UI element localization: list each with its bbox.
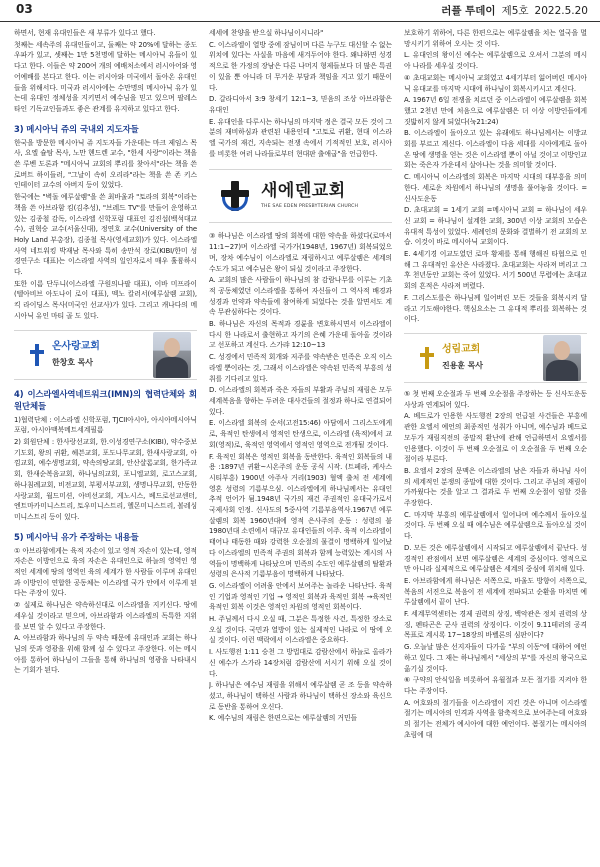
- paragraph: ④ 초대교회는 메시아닉 교회였고 4세기부터 잃어버린 메시아닉 유대교를 마지막 시대에 하나님이 회복시키시고 계신다.: [404, 73, 587, 93]
- paragraph: C. 이스라엘이 열방 중에 잠님이며 다른 누구도 대신할 수 없는 위치에 있다는 사실을 마음에 새겨두어야 한다. 왜냐하면 성경적으로 한 가정의 장남은 다른 나머지 형제들보다 더 많은 특권이 있을 뿐 아니라 더 무거운 부담과 책임을 지고 있기 때문이다.: [209, 40, 392, 92]
- paragraph: A. 교회의 많은 사람들이 하나님의 참 감람나무를 이루는 기초적 공동체였던 이스라엘을 통하여 자신들이 그 역사적 배경과 성경과 언약과 약속들에 참여하게 되었다는 것을 알면서도 계속 무관심하다는 것이다.: [209, 276, 392, 317]
- paragraph: L. 유대인의 왕이신 예수는 예루살렘으로 오셔서 그분의 메시아 나라를 세우실 것이다.: [404, 51, 587, 71]
- cross-icon: [420, 347, 434, 369]
- paragraph: D. 모든 것은 예루살렘에서 시작되고 예루살렘에서 끝난다. 성경적인 관점에서 보면 예루살렘은 세계의 중심이다. 영적으로만 아니라 실제적으로 예루살렘은 세계의 중심에 위치해 있다.: [404, 543, 587, 574]
- paragraph: ③ 하나님은 이스라엘 땅의 회복에 대한 약속을 하셨다(로마서 11:1~27)며 이스라엘 국가가(1948년, 1967년) 회복되었으며, 장차 예수님이 이스라엘로 재림하시고 예루살렘은 세계의 수도가 되고 예수님은 왕이 되실 것이라고 주장한다.: [209, 232, 392, 273]
- paragraph: K. 예수님의 재림은 한편으로는 예루살렘의 거민들: [209, 714, 358, 723]
- paragraph: 1)협력단체 : 이스라엘 신학포럼, TJCII아시아, 아시아메시아닉포럼, 아시아맥북메트세계필름: [14, 415, 197, 435]
- paragraph: G. 이스라엘이 어려움 안에서 보여주는 놀라운 나타난다. 육적인 기업과 영적인 기업 → 영적인 회복과 육적인 회복 →육적인 육적인 회복 이것은 영적인 차원의 영적인 회복이다.: [209, 581, 392, 612]
- paragraph: C. 마지막 부흥의 예루살렘에서 일어나며 예수께서 돌아오실 것이다. 두 번째 오실 때 예수님은 예루살렘으로 돌아오실 것이다.: [404, 510, 587, 541]
- paragraph: F. 세계무역센터는 경제 권력의 상징, 백악관은 정치 권력의 상징, 펜타곤은 군사 권력의 상징이다. 이것이 9.11테러의 공격목표로 계시록 17~18장의 바벨론의 심판이다?: [404, 610, 587, 640]
- newspaper-name: 러플 투데이: [441, 5, 496, 17]
- paragraph: B. 요엘서 2장의 문맥은 이스라엘의 남은 자들과 하나님 사이의 세계적인 분쟁의 종말에 대한 것이다. 그리고 주님의 재림이 가까웠다는 것을 알고 그 결과로 두 번째 오순절이 임할 것을 주장한다.: [404, 466, 587, 508]
- paragraph: ⑥ 구약의 안식일을 비롯하여 유월절과 모든 절기를 지켜야 한다는 주장이다.: [404, 676, 587, 695]
- author-box: [404, 333, 587, 383]
- paragraph: E. 아브라함에게 하나님은 서쪽으로, 바울도 방향이 서쪽으로, 복음의 서진으로 복음이 전 세계에 전파되고 순환을 마치면 예루살렘에서 끝이 난다.: [404, 576, 587, 607]
- newspaper-masthead: [441, 3, 588, 18]
- paragraph: 하면서, 현재 유대인들은 새 부류가 있다고 했다.: [14, 29, 156, 37]
- paragraph: J. 하나님은 예수님 재림을 위해서 예루살렘 곧 조 등을 약속하셨고, 하나님이 택하신 사람과 하나님이 택하신 장소와 육신으로 동반을 통하여 오신다.: [209, 681, 392, 711]
- section-heading: 5) 메시아닉 유가 주장하는 내용들: [14, 531, 139, 542]
- paragraph: F. 육적인 회복은 영적인 회복을 동반한다. 육적인 회복들의 내용 :1897년 귀환~시온주의 운동 공식 시작. (트페라, 케사스 시티부흥) 1900년 아주사 거리(1903) 혈액 출처 전 세계에 영혼 성령의 기름부으심. 이스라엘에게 하나님께서는 유대인 추적 언어가 됨.1948년 국가의 재건 주권적인 유대국가로서 국제사회 인정. 신사도의 5중사역 기름부음역사.1967년 예루살렘의 회복 1960년대에 영적 은사주의 운동 : 성령의 불 1980년대 소련에서 대규모 유대인들의 이주. 육적 이스라엘이 태어나 태동한 때와 강력한 오순절의 물결이 명백하게 일어났다 이스라엘의 민족적 주권의 회복과 함께 능력있는 계시의 사역들이 명백하게 나타났으며 민족의 수도인 예루살렘의 탈환과 성령의 은사적 기름부음이 명백하게 나타났다.: [209, 452, 392, 579]
- article-column-2: [209, 28, 392, 860]
- article-column-3: [404, 28, 587, 860]
- paragraph: A. 아브라함과 하나님의 두 약속 때문에 유대인과 교회는 하나님의 뜻과 영광을 위해 함께 설 수 있다고 주장한다. 이는 메시아를 통하여 하나님이 그들을 통해 하나님의 영광을 나타내시는 기회가 된다.: [14, 634, 197, 675]
- paragraph: ① 아브라함에게는 육적 자손이 있고 영적 자손이 있는데, 영적 자손은 이방인으로 육의 자손은 유대인으로 하늘의 영역인 영적인 세계에 땅의 영역인 육의 세계가 한 사람들 이루며 유대인과 이방인이 연합한 공동체는 이스라엘 국가 안에서 이루게 된다는 주장이 있다.: [14, 546, 197, 598]
- article-column-1: [14, 28, 197, 860]
- author-name: 한창호 목사: [52, 357, 93, 367]
- author-photo: [153, 332, 191, 378]
- church-logo-english: THE SAE EDEN PRESBYTERIAN CHURCH: [261, 203, 359, 209]
- paragraph: A. 1967년 6일 전쟁을 치르던 중 이스라엘이 예루살렘을 회복했고 2천년 만에 처음으로 예루살렘은 더 이상 이방인들에게 짓밟히지 않게 되었다(눅21:24): [404, 96, 587, 126]
- author-church: 성림교회: [442, 343, 481, 355]
- author-church: 온사랑교회: [52, 340, 100, 352]
- paragraph: ② 실제로 하나님은 약속하신대로 이스라엘을 지키신다. 땅에 세우실 것이라고 믿으며, 아브라함과 이스라엘의 독특한 지위를 보면 알 수 있다고 주장한다.: [14, 601, 197, 631]
- church-logo: [209, 169, 392, 223]
- cross-icon: [30, 344, 44, 366]
- paragraph: 보호하기 위하여, 다른 한편으로는 예루살렘을 치는 열국을 멸망시키기 위하여 오시는 것 이다.: [404, 29, 587, 48]
- paragraph: E. 이스라엘 회복의 순서(고전15:46) 아담에서 그리스도에게로, 육적인 탄생에서 영적인 탄생으로, 이스라엘 (육적)에서 교회(영적)로, 육적인 영역에서 영적인 영역으로 전개될 것이다.: [209, 419, 392, 449]
- author-photo: [543, 335, 581, 381]
- paragraph: C. 성경에서 민족적 회개와 저주를 약속받은 민족은 오직 이스라엘 뿐이라는 것, 그래서 이스라엘은 약속된 민족적 부흥의 성취를 기다리고 있다.: [209, 353, 392, 383]
- paragraph: C. 메시아닉 이스라엘의 회복은 마지막 시대의 대부흥을 의미한다. 세로운 차원에서 하나님의 생명을 풀어놓을 것이다. = 신사도운동: [404, 173, 587, 203]
- paragraph: G. 오늘날 많은 선지자들이 다가올 "부의 이동"에 대하여 예언하고 있다. 그 재는 하나님께서 "세상의 부"를 자신의 왕국으로 옮기실 것이다.: [404, 643, 587, 673]
- paragraph: E. 유대인을 다루시는 하나님의 마지막 정은 결국 모든 것이 그분의 재비하심과 관련된 내용인데 "고토로 귀환, 현대 이스라엘 국가의 재건, 지속되는 전쟁 속에서 기적적인 보호, 러시아를 비롯한 여러 나라들로부터 현대판 출애굽"을 언급한다.: [209, 117, 392, 158]
- paragraph: E. 4세기경 이교도였던 로마 황제를 통해 행해진 타협으로 인해 그 유대적인 유산은 사라졌다. 초대교회는 사라져 버리고 그후 천년동안 교회는 죽어 있었다. 서기 500년 무렵에는 초대교회의 흔적은 사라져 버렸다.: [404, 250, 587, 291]
- paragraph: 첫째는 세속주의 유대인들이고, 둘째는 약 20%에 달하는 종도우파가 있고, 셋째는 1만 5천명에 달하는 메시아닉 유들이 있다고 한다. 이들은 약 200여 개의 예배처소에서 러시아어와 영어예배를 본다고 한다. 이는 러시아와 미국에서 돌아온 유대인들을 위해서다. 미국과 러시아에는 수만명의 메시아닉 유가 있는데 유대인 정체성을 지키면서 예수님을 믿고 있으며 팔레스타인 기독교인들과도 좋은 관계를 유지하고 있다고 한다.: [14, 40, 197, 113]
- paragraph: B. 하나님은 자신의 목적과 경륜을 변호하시면서 이스라엘이 다시 한 나라로서 출현하고 자기의 은혜 가운데 돌아올 것이라고 선포하고 계신다. 스가랴 12:10~13: [209, 320, 392, 350]
- paragraph: 한국을 방문한 메시아닉 쥬 지도자들 가운데는 마크 제임스 목사, 요엘 슐탐 목사, 노만 헨드렌 교수, "한세 사랑"이라는 책을 쓴 루벤 도론과 "메시아닉 교회의 뿌리를 찾아서"라는 책을 쓴 로버트 하이들러, "그날이 속히 오리라"라는 책을 쓴 존 키스 인테이터 교수의 아버지 등이 있었다.: [14, 138, 197, 190]
- paragraph: F. 그리스도를은 하나님께 일어버린 모든 것들을 회복시켜 달라고 기도해야한다. 핵심요소는 그 유대적 뿌리를 회복하는 것이다.: [404, 293, 587, 324]
- paragraph: A. 여호와의 절기들을 이스라엘이 지킨 것은 아니며 이스라엘 절기는 메시아의 인격과 사역을 함축적으로 보여주는데 여호와의 절기는 전체가 예시아에 대한 예언이다. 봄절기는 메시아의 초림에 대: [404, 698, 587, 739]
- paragraph: ⑤ 첫 번째 오순절과 두 번째 오순절을 주장하는 등 신사도운동 사상과 연계되어 있다.: [404, 389, 587, 409]
- issue-number: 제5호: [501, 5, 529, 17]
- paragraph: D. 갈라디아서 3:9 창세기 12:1~3, 믿음의 조상 아브라함은 유대인: [209, 95, 392, 114]
- paragraph: 2) 회원단체 : 한사랑선교회, 한.이성경연구소(KIBI), 약수중보기도회, 왕의 귀환, 헤븐교회, 포도나무교회, 한새사랑교회, 아낌교회, 예수생명교회, 약속의땅교회, 안산샬롬교회, 한가족교회, 한새순복음교회, 하나님의교회, 포니엘교회, 로고스교회, 하나침례교회, 비전교회, 부평서부교회, 생명나무교회, 안동한사랑교회, 월드미션, 아비선교회, 게노시스, 베드로선교센터, 엔트마카미니스트리, 토우미니스트리, 헬몬미니스트리, 볼레싱미니스트리 등이 있다.: [14, 437, 197, 521]
- page-number: 03: [16, 2, 33, 16]
- church-cross-icon: [219, 179, 253, 213]
- page-header: [0, 0, 600, 22]
- paragraph: D. 초대교회 = 1세기 교회 =메시아닉 교회 = 하나님이 세우신 교회 = 하나님이 설계한 교회, 300년 이상 교회의 모습은 유대적 특성이 있었다. 세례인의 문화와 결별하기 전 교회의 모습. 이것이 바로 메시아닉 교회이다.: [404, 206, 587, 247]
- section-heading: 4) 이스라엘사역네트워크(IMN)의 협력단체와 회원단체들: [14, 388, 197, 411]
- paragraph: B. 이스라엘이 돌아오고 있는 유래에도 하나님께서는 이방교회를 부르고 계신다. 이스라엘이 다음 세대를 시아에게로 돌아온 땅에 생명을 얻는 것은 이스라엘 뿐이 아닐 것이고 이방인교회는 죽은자 가운데서 살아나는 것을 의미할 것이다.: [404, 129, 587, 170]
- church-logo-name: 새에덴교회: [261, 180, 346, 201]
- section-heading: 3) 메시아닉 쥬의 국내외 지도자들: [14, 123, 139, 134]
- issue-date: 2022.5.20: [534, 5, 588, 17]
- paragraph: D. 이스라엘의 회복과 죽은 자들의 부활과 주님의 재림은 모두 세계복음을 향하는 두려운 대사건들의 절정과 하나로 연결되어 있다.: [209, 386, 392, 416]
- paragraph: H. 주님께서 다시 오실 때, 그분은 특정한 사건, 특정한 장소로 오실 것이다. 국민과 열방이 있는 실제적인 나라로 이 땅에 오실 것이다. 이런 맥락에서 이스라엘은 중요하다.: [209, 615, 392, 645]
- paragraph: 또한 이름 단두니(이스라엘 구원의나팔 대표), 이바 미프라이(텔아비브 아도나이 로이 대표), 멕노 칼러서(예루살렘 교회), 킥 라이딩스 목사(미국인 선교사)가 있다. 그리고 캐나다의 메시아닉 유인 마티 골 도 있다.: [14, 279, 197, 320]
- paragraph: A. 베드로가 인용한 사도행전 2장의 언급된 사건들은 부흥에 관한 요엘서 예언의 최종적인 성취가 아니며, 예수님과 베드로 모두가 재림직전의 종말적 환난에 관해 언급하면서 요엘서를 인용했다. 이것이 두 번째 오순절로 이 오순절을 두 번째 오순절이라 부른다.: [404, 412, 587, 464]
- author-name: 진용훈 목사: [442, 360, 483, 370]
- paragraph: 한국에는 "벽돌 예루살렘"을 쓴 최바울과 "토라의 회복"이라는 책을 쓴 아브라함 킴(김추성), "브레드 TV"를 만들어 운영하고 있는 김종철 감독, 이스라엘 신학포럼 대표인 김진섭(백석대교수), 권혁승 교수(서울신대), 정연호 교수(University of the Holy Land 부총장), 김종철 목사(영세교회)가 있다. 이스라엘 사역 네트워킹 박재남 목사와 특히 송만석 장로(KIBI/한미 성경연구소 대표)는 이스라엘 사역의 일인자로서 매우 훌륭하시다.: [14, 193, 197, 277]
- author-box: [14, 330, 197, 380]
- paragraph: 세세에 찬양을 받으실 하나님이시니라": [209, 29, 324, 37]
- paragraph: I. 사도행전 1:11 승천 그 방법대로 감람산에서 하늘로 올라가신 예수가 스가라 14장처럼 감람산에 서시기 위해 오실 것이다.: [209, 648, 392, 678]
